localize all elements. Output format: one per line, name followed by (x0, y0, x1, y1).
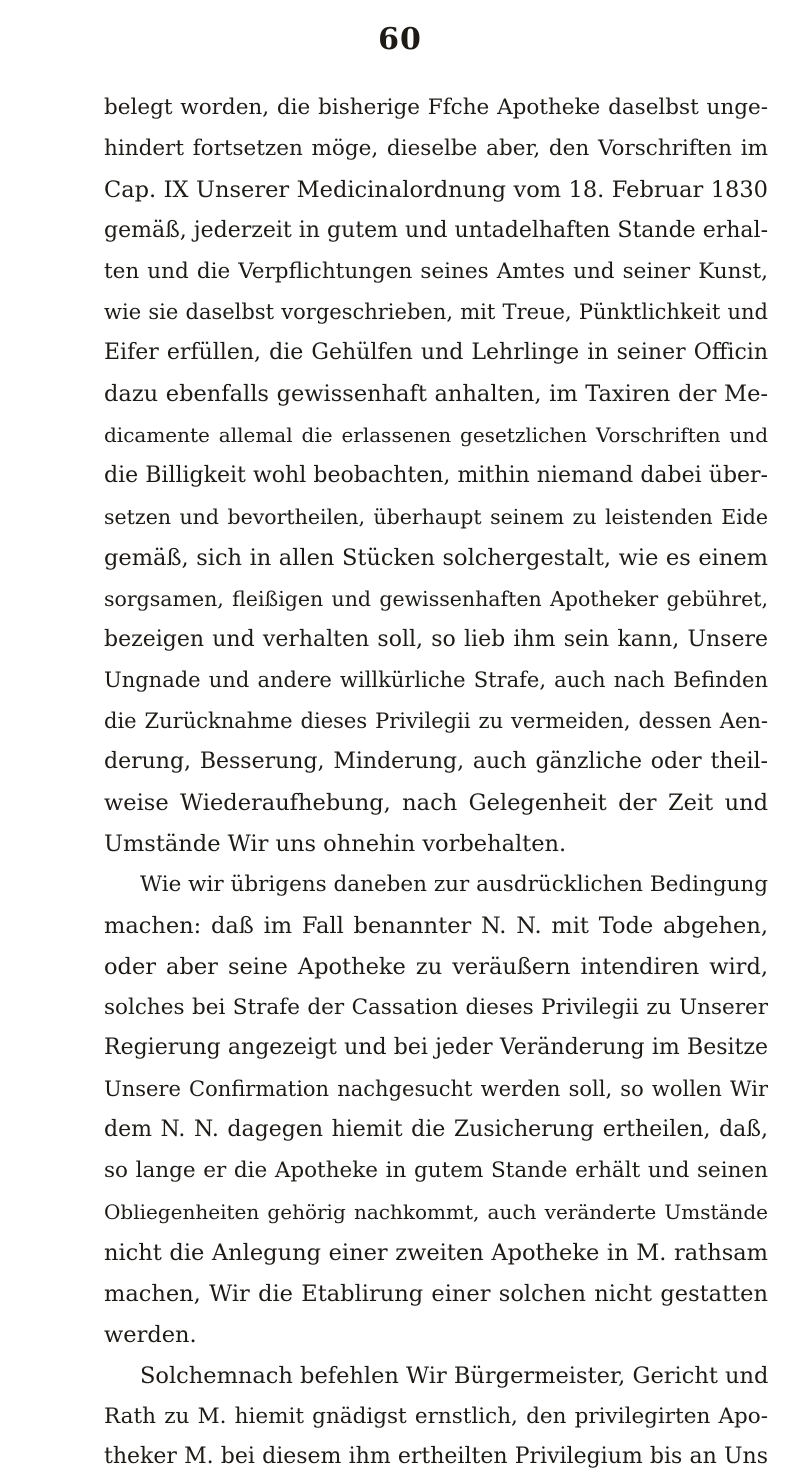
text-line: die Billigkeit wohl beobachten, mithin niemand dabei über- (104, 463, 768, 489)
text-line: theker M. bei diesem ihm ertheilten Privilegium bis an Uns (104, 1444, 768, 1470)
paragraph-end-line: Umstände Wir uns ohnehin vorbehalten. (104, 831, 567, 858)
page-number: 60 (378, 22, 422, 57)
text-line: Eifer erfüllen, die Gehülfen und Lehrlinge in seiner Officin (104, 340, 768, 366)
text-line: solches bei Strafe der Cassation dieses Privilegii zu Unserer (104, 994, 768, 1020)
text-line: bezeigen und verhalten soll, so lieb ihm sein kann, Unsere (104, 626, 768, 652)
text-line: Cap. IX Unserer Medicinalordnung vom 18. Februar 1830 (104, 176, 768, 203)
text-line: Ungnade und andere willkürliche Strafe, auch nach Befinden (104, 668, 768, 693)
body-text (104, 88, 768, 1478)
paragraph-start-line: Solchemnach befehlen Wir Bürgermeister, Gericht und (140, 1362, 768, 1389)
text-line: setzen und bevortheilen, überhaupt seinem zu leistenden Eide (104, 504, 768, 529)
text-line: machen: daß im Fall benannter N. N. mit Tode abgehen, (104, 912, 768, 939)
text-line: belegt worden, die bisherige Ffche Apotheke daselbst unge- (104, 95, 768, 120)
paragraph-end-line: werden. (104, 1321, 197, 1348)
text-line: nicht die Anlegung einer zweiten Apotheke in M. rathsam (104, 1239, 768, 1266)
text-line: Regierung angezeigt und bei jeder Veränderung im Besitze (104, 1035, 768, 1061)
text-line: derung, Besserung, Minderung, auch gänzliche oder theil- (104, 749, 768, 775)
text-line: Obliegenheiten gehörig nachkommt, auch veränderte Umstände (104, 1200, 768, 1225)
text-line: dem N. N. dagegen hiemit die Zusicherung ertheilen, daß, (104, 1117, 768, 1143)
text-line: Unsere Confirmation nachgesucht werden soll, so wollen Wir (104, 1077, 768, 1102)
text-line: hindert fortsetzen möge, dieselbe aber, den Vorschriften im (104, 135, 768, 161)
text-line: ten und die Verpflichtungen seines Amtes und seiner Kunst, (104, 258, 768, 284)
text-line: dicamente allemal die erlassenen gesetzlichen Vorschriften und (104, 423, 768, 448)
text-line: Rath zu M. hiemit gnädigst ernstlich, den privilegirten Apo- (104, 1403, 768, 1429)
text-line: wie sie daselbst vorgeschrieben, mit Treue, Pünktlichkeit und (104, 300, 768, 325)
text-line: oder aber seine Apotheke zu veräußern intendiren wird, (104, 953, 768, 980)
text-line: sorgsamen, fleißigen und gewissenhaften Apotheker gebühret, (104, 586, 768, 611)
text-line: gemäß, sich in allen Stücken solchergestalt, wie es einem (104, 544, 768, 571)
text-line: die Zurücknahme dieses Privilegii zu vermeiden, dessen Aen- (104, 709, 768, 734)
text-line: gemäß, jederzeit in gutem und untadelhaften Stande erhal- (104, 217, 768, 243)
paragraph-start-line: Wie wir übrigens daneben zur ausdrücklichen Bedingung (140, 871, 768, 897)
text-line: dazu ebenfalls gewissenhaft anhalten, im Taxiren der Me- (104, 381, 768, 408)
text-line: weise Wiederaufhebung, nach Gelegenheit der Zeit und (104, 790, 768, 817)
text-line: so lange er die Apotheke in gutem Stande erhält und seinen (104, 1158, 768, 1184)
text-line: machen, Wir die Etablirung einer solchen nicht gestatten (104, 1280, 768, 1307)
